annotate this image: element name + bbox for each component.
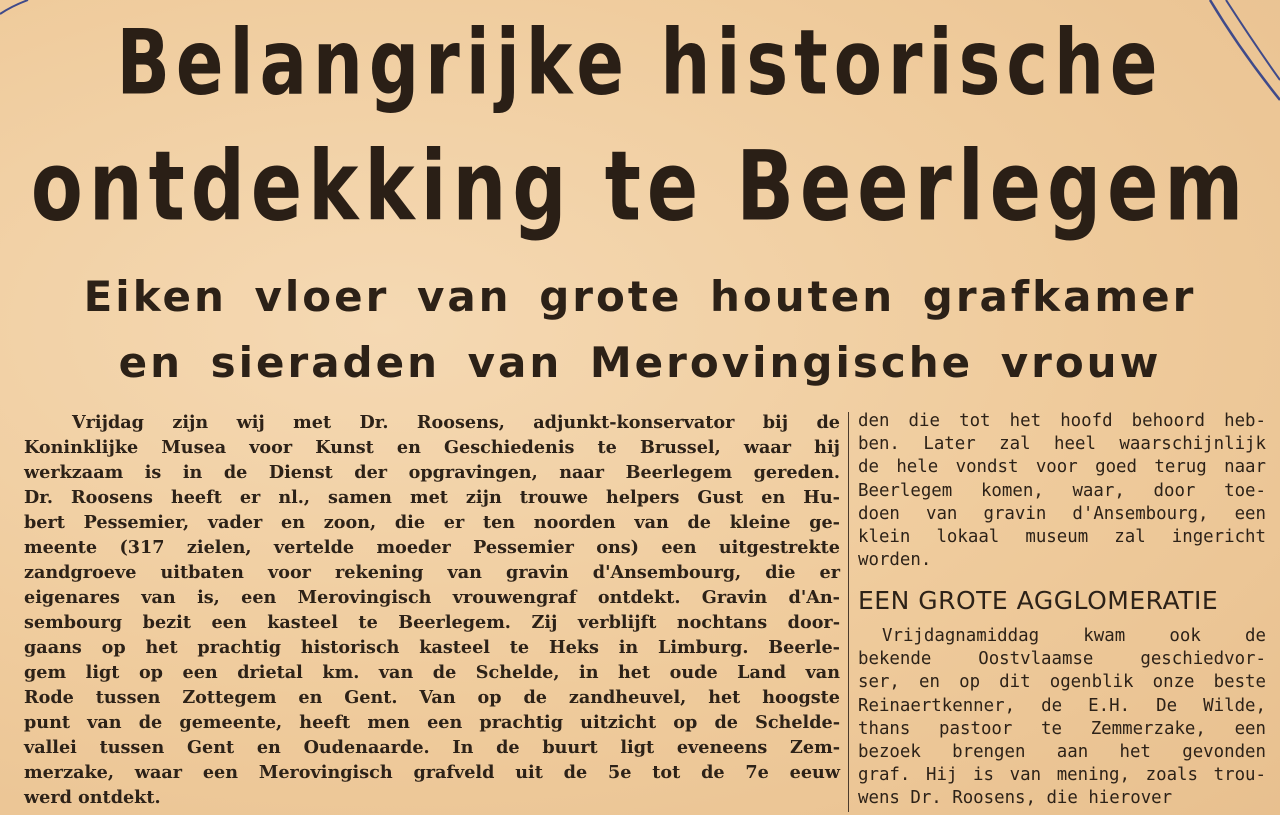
body-line: Koninklijke Musea voor Kunst en Geschiedenis te Brussel, waar hij [24, 437, 840, 458]
body-line: bert Pessemier, vader en zoon, die er ten noorden van de kleine ge- [24, 512, 840, 533]
headline-line-1: Belangrijke historische [116, 12, 1164, 116]
body-line: doen van gravin d'Ansembourg, een [858, 503, 1266, 524]
subheadline-line-2: en sieraden van Merovingische vrouw [118, 338, 1162, 387]
subheadline-line-1: Eiken vloer van grote houten grafkamer [83, 272, 1197, 321]
body-line: gem ligt op een drietal km. van de Schelde, in het oude Land van [24, 662, 840, 683]
headline-line-2: ontdekking te Beerlegem [30, 130, 1250, 243]
body-line: de hele vondst voor goed terug naar [858, 457, 1266, 478]
body-line: eigenares van is, een Merovingisch vrouwengraf ontdekt. Gravin d'An- [24, 587, 840, 608]
body-line: Vrijdag zijn wij met Dr. Roosens, adjunkt-konservator bij de [72, 412, 840, 433]
right-column-top [858, 410, 1266, 572]
body-line: ben. Later zal heel waarschijnlijk [858, 434, 1266, 455]
body-line: meente (317 zielen, vertelde moeder Pessemier ons) een uitgestrekte [24, 537, 840, 558]
body-line: gaans op het prachtig historisch kasteel te Heks in Limburg. Beerle- [24, 637, 840, 658]
body-line: Vrijdagnamiddag kwam ook de [882, 626, 1266, 646]
body-line: sembourg bezit een kasteel te Beerlegem. Zij verblijft nochtans door- [24, 612, 840, 633]
body-line: ser, en op dit ogenblik onze beste [858, 672, 1266, 693]
body-line: werd ontdekt. [24, 787, 161, 808]
body-line: den die tot het hoofd behoord heb- [858, 411, 1266, 431]
body-line: Beerlegem komen, waar, door toe- [858, 480, 1266, 501]
column-divider [848, 412, 849, 812]
body-line: wens Dr. Roosens, die hierover [858, 788, 1173, 809]
body-line: vallei tussen Gent en Oudenaarde. In de buurt ligt eveneens Zem- [24, 737, 840, 758]
pen-mark-icon [0, 0, 30, 20]
right-column-bottom [858, 625, 1266, 811]
body-line: klein lokaal museum zal ingericht [858, 527, 1266, 548]
body-line: graf. Hij is van mening, zoals trou- [858, 765, 1266, 786]
body-line: zandgroeve uitbaten voor rekening van gravin d'Ansembourg, die er [24, 562, 840, 583]
body-line: punt van de gemeente, heeft men een prachtig uitzicht op de Schelde- [24, 712, 840, 733]
body-line: bekende Oostvlaamse geschiedvor- [858, 649, 1266, 670]
body-line: Reinaertkenner, de E.H. De Wilde, [858, 695, 1266, 716]
body-line: bezoek brengen aan het gevonden [858, 742, 1266, 763]
body-line: worden. [858, 550, 932, 571]
left-column [24, 410, 840, 810]
section-heading: EEN GROTE AGGLOMERATIE [858, 586, 1219, 615]
body-line: werkzaam is in de Dienst der opgravingen, naar Beerlegem gereden. [24, 462, 840, 483]
body-line: Dr. Roosens heeft er nl., samen met zijn trouwe helpers Gust en Hu- [24, 487, 840, 508]
body-line: thans pastoor te Zemmerzake, een [858, 718, 1266, 739]
body-line: Rode tussen Zottegem en Gent. Van op de zandheuvel, het hoogste [24, 687, 840, 708]
body-line: merzake, waar een Merovingisch grafveld uit de 5e tot de 7e eeuw [24, 762, 840, 783]
